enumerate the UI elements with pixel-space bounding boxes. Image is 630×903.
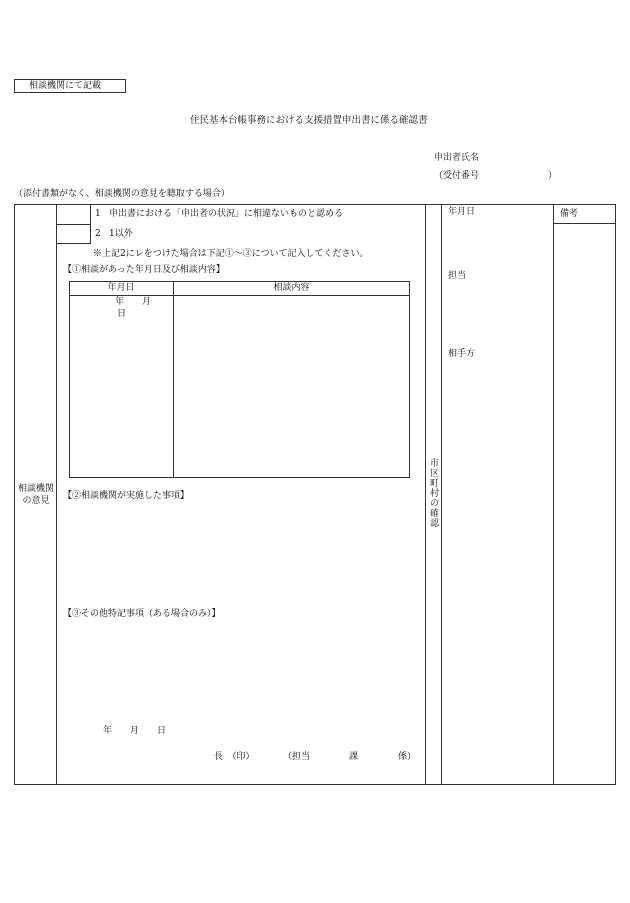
- signature-charge-open: （担当: [283, 752, 311, 762]
- consult-date-year-month: 年 月: [115, 297, 152, 307]
- col-content-header: 相談内容: [273, 283, 310, 293]
- consultation-table-col-divider: [173, 281, 174, 478]
- receipt-number-close: ）: [548, 171, 558, 181]
- consultation-table-header-line: [69, 295, 410, 296]
- stamp-box: [14, 79, 126, 93]
- consult-org-opinion-label: 相談機関の意見: [17, 484, 54, 506]
- divider-right: [441, 204, 442, 785]
- right-counterpart-label: 相手方: [448, 349, 476, 359]
- signature-subsection: 係）: [398, 752, 417, 762]
- option-1-checkbox[interactable]: [56, 204, 91, 225]
- option-2-text: 1以外: [109, 229, 133, 239]
- remarks-label: 備考: [560, 209, 579, 219]
- divider-left: [56, 204, 57, 785]
- signature-section: 課: [349, 752, 359, 762]
- divider-remarks: [553, 204, 554, 785]
- signature-chief-seal: 長 （印）: [214, 752, 255, 762]
- instruction-note: ※上記2にレをつけた場合は下記①～③について記入してください。: [93, 249, 369, 259]
- option-2-checkbox[interactable]: [56, 224, 91, 244]
- receipt-number-label: （受付番号: [434, 171, 480, 181]
- option-1-text: 申出書における「申出者の状況」に相違ないものと認める: [109, 209, 344, 219]
- option-2-number: 2: [95, 229, 101, 239]
- option-1-number: 1: [95, 209, 101, 219]
- city-confirmation-label: 市区町村の確認: [428, 458, 438, 528]
- signature-date: 年 月 日: [103, 726, 167, 736]
- col-date-header: 年月日: [107, 283, 135, 293]
- stamp-label: 相談機関にて記載: [29, 81, 102, 91]
- document-title: 住民基本台帳事務における支援措置申出書に係る確認書: [190, 115, 428, 126]
- divider-city: [425, 204, 426, 785]
- applicant-name-label: 申出者氏名: [434, 153, 480, 163]
- section2-heading: 【②相談機関が実施した事項】: [63, 491, 190, 501]
- right-date-label: 年月日: [448, 207, 476, 217]
- remarks-header-line: [553, 223, 616, 224]
- subtitle: （添付書類がなく、相談機関の意見を聴取する場合）: [14, 189, 230, 199]
- consult-date-day: 日: [117, 309, 127, 319]
- section1-heading: 【①相談があった年月日及び相談内容】: [63, 265, 225, 275]
- right-tanto-label: 担当: [448, 271, 467, 281]
- section3-heading: 【③その他特記事項（ある場合のみ）】: [63, 609, 221, 619]
